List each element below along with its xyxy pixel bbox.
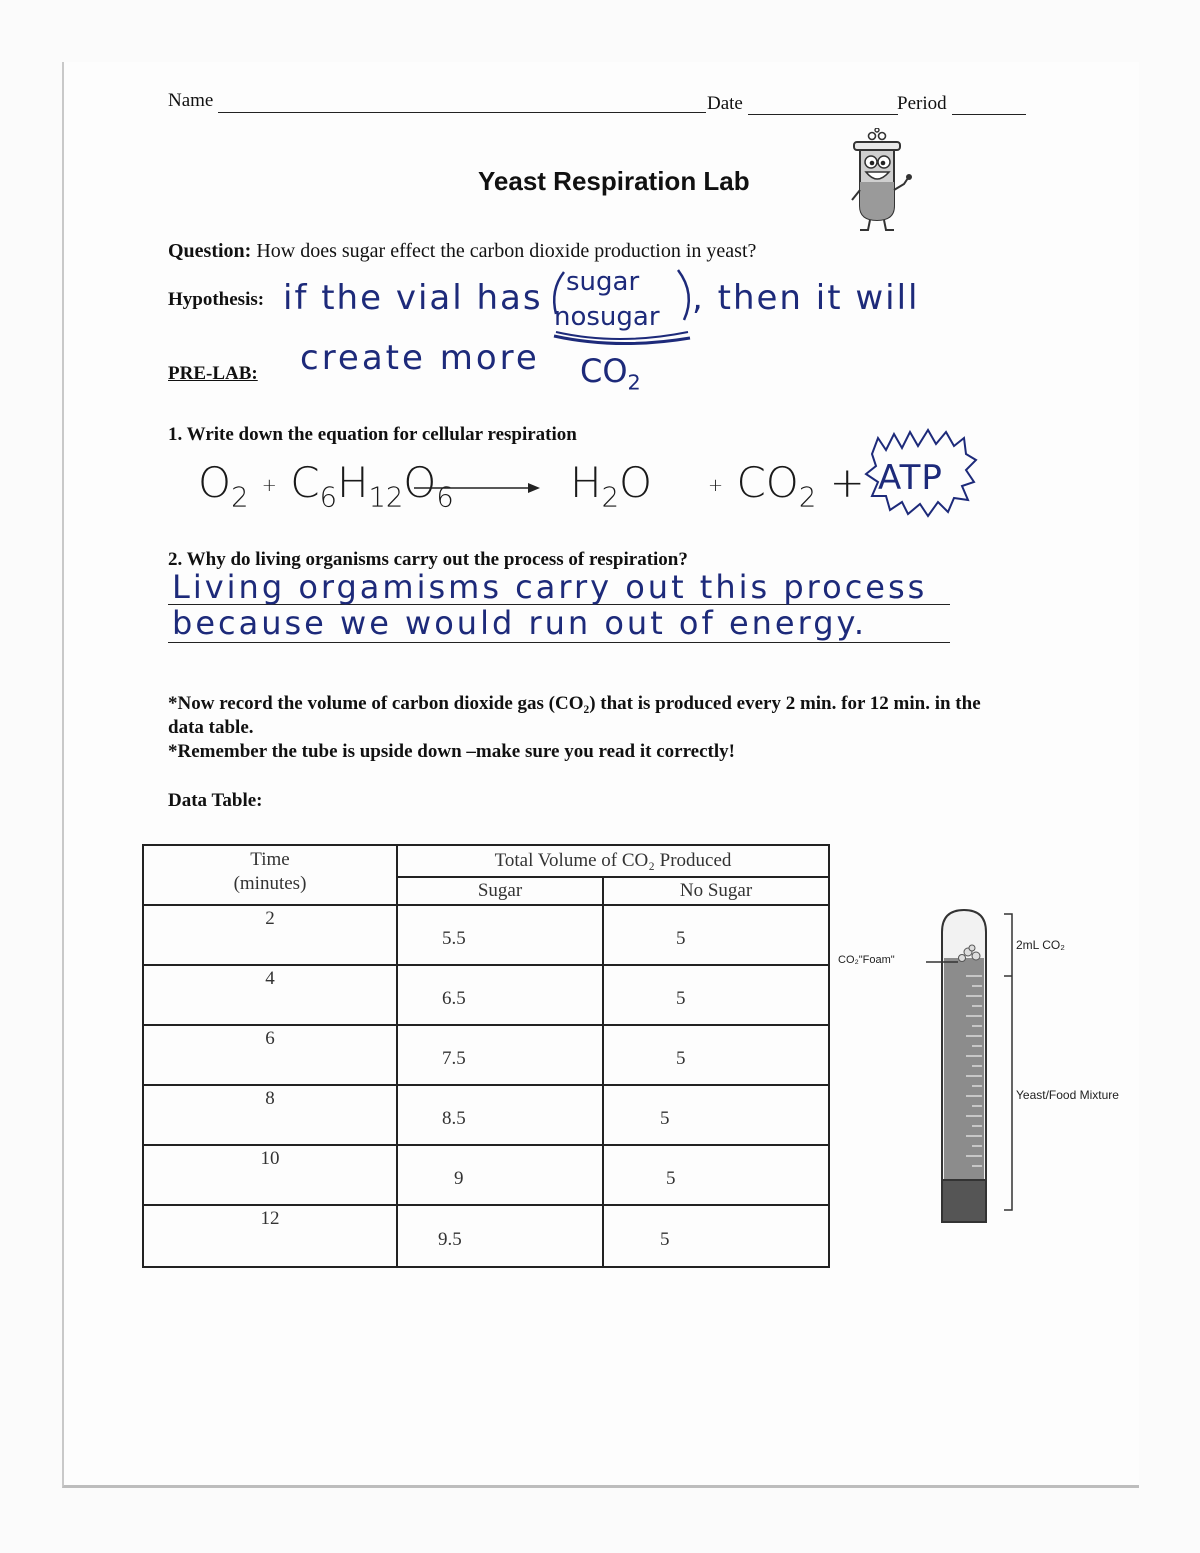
prelab-label: PRE-LAB: bbox=[168, 363, 258, 384]
no-sugar-cell: 5 bbox=[603, 965, 829, 1025]
time-cell: 6 bbox=[143, 1025, 397, 1085]
name-label: Name bbox=[168, 90, 214, 111]
instructions bbox=[168, 692, 1088, 764]
time-cell: 4 bbox=[143, 965, 397, 1025]
sugar-cell: 9 bbox=[397, 1145, 603, 1205]
table-row bbox=[143, 1205, 829, 1267]
time-cell: 10 bbox=[143, 1145, 397, 1205]
table-row bbox=[143, 905, 829, 965]
time-cell: 12 bbox=[143, 1205, 397, 1267]
equation-water: $H_2O$ bbox=[570, 458, 653, 514]
instructions-line-2: data table. bbox=[168, 717, 254, 738]
header-sugar: Sugar bbox=[397, 877, 603, 905]
equation-arrow-icon bbox=[412, 480, 542, 496]
header-time: Time (minutes) bbox=[143, 845, 397, 905]
sugar-cell: 9.5 bbox=[397, 1205, 603, 1267]
hypothesis-bracket-bottom: nosugar bbox=[554, 302, 660, 332]
equation-atp: ATP bbox=[878, 458, 943, 498]
tube-side-label: Yeast/Food Mixture bbox=[1016, 1088, 1119, 1102]
equation-plus-2: + bbox=[708, 475, 724, 496]
no-sugar-cell: 5 bbox=[603, 905, 829, 965]
hypothesis-label: Hypothesis: bbox=[168, 289, 265, 310]
equation-products bbox=[570, 458, 652, 514]
equation-oxygen: $O_2$ bbox=[198, 458, 249, 514]
no-sugar-cell: 5 bbox=[603, 1085, 829, 1145]
prelab-question-2: 2. Why do living organisms carry out the process of respiration? bbox=[168, 549, 688, 570]
no-sugar-cell: 5 bbox=[603, 1145, 829, 1205]
name-line bbox=[218, 112, 706, 113]
time-cell: 2 bbox=[143, 905, 397, 965]
date-line bbox=[748, 114, 898, 115]
question-row bbox=[168, 240, 756, 263]
question-label: Question: bbox=[168, 240, 252, 262]
data-table-label: Data Table: bbox=[168, 790, 263, 811]
tube-top-label: 2mL CO₂ bbox=[1016, 938, 1065, 952]
equation-plus-3: + bbox=[829, 458, 865, 507]
hypothesis-bracket-top: sugar bbox=[566, 267, 640, 297]
table-row bbox=[143, 1085, 829, 1145]
prelab-answer-2-line2: because we would run out of energy. bbox=[172, 604, 868, 642]
data-table bbox=[142, 844, 830, 1268]
equation-products-2 bbox=[708, 458, 865, 514]
answer-line-2 bbox=[168, 642, 950, 643]
time-cell: 8 bbox=[143, 1085, 397, 1145]
instructions-line-3: *Remember the tube is upside down –make sure you read it correctly! bbox=[168, 741, 735, 762]
header-total-volume: Total Volume of CO₂ Produced bbox=[397, 845, 829, 877]
instructions-line-1: *Now record the volume of carbon dioxide gas (CO₂) that is produced every 2 min. for 12 min. in the bbox=[168, 693, 981, 714]
hypothesis-answer-end: , then it will bbox=[692, 278, 920, 318]
equation-plus-1: + bbox=[261, 475, 277, 496]
period-line bbox=[952, 114, 1026, 115]
no-sugar-cell: 5 bbox=[603, 1025, 829, 1085]
table-row bbox=[143, 1025, 829, 1085]
hypothesis-answer-co2: $CO_2$ bbox=[580, 352, 641, 395]
hypothesis-answer-line2: create more bbox=[300, 338, 540, 378]
sugar-cell: 7.5 bbox=[397, 1025, 603, 1085]
question-text: How does sugar effect the carbon dioxide production in yeast? bbox=[256, 240, 757, 262]
sugar-cell: 5.5 bbox=[397, 905, 603, 965]
no-sugar-cell: 5 bbox=[603, 1205, 829, 1267]
table-row bbox=[143, 965, 829, 1025]
hypothesis-answer-start: if the vial has bbox=[283, 278, 543, 318]
prelab-answer-2-line1: Living orgamisms carry out this process bbox=[172, 568, 928, 606]
equation-glucose: $C_6H_{12}O_6$ bbox=[290, 458, 454, 514]
date-label: Date bbox=[707, 93, 743, 114]
page-title: Yeast Respiration Lab bbox=[478, 166, 750, 196]
table-row bbox=[143, 1145, 829, 1205]
sugar-cell: 6.5 bbox=[397, 965, 603, 1025]
tube-foam-label: CO₂"Foam" bbox=[838, 954, 895, 966]
header-no-sugar: No Sugar bbox=[603, 877, 829, 905]
equation-co2: $CO_2$ bbox=[736, 458, 817, 514]
sugar-cell: 8.5 bbox=[397, 1085, 603, 1145]
hypothesis-bracket-mark bbox=[548, 266, 700, 346]
test-tube-mascot-icon bbox=[838, 128, 918, 234]
period-label: Period bbox=[897, 93, 947, 114]
prelab-question-1: 1. Write down the equation for cellular respiration bbox=[168, 424, 577, 445]
